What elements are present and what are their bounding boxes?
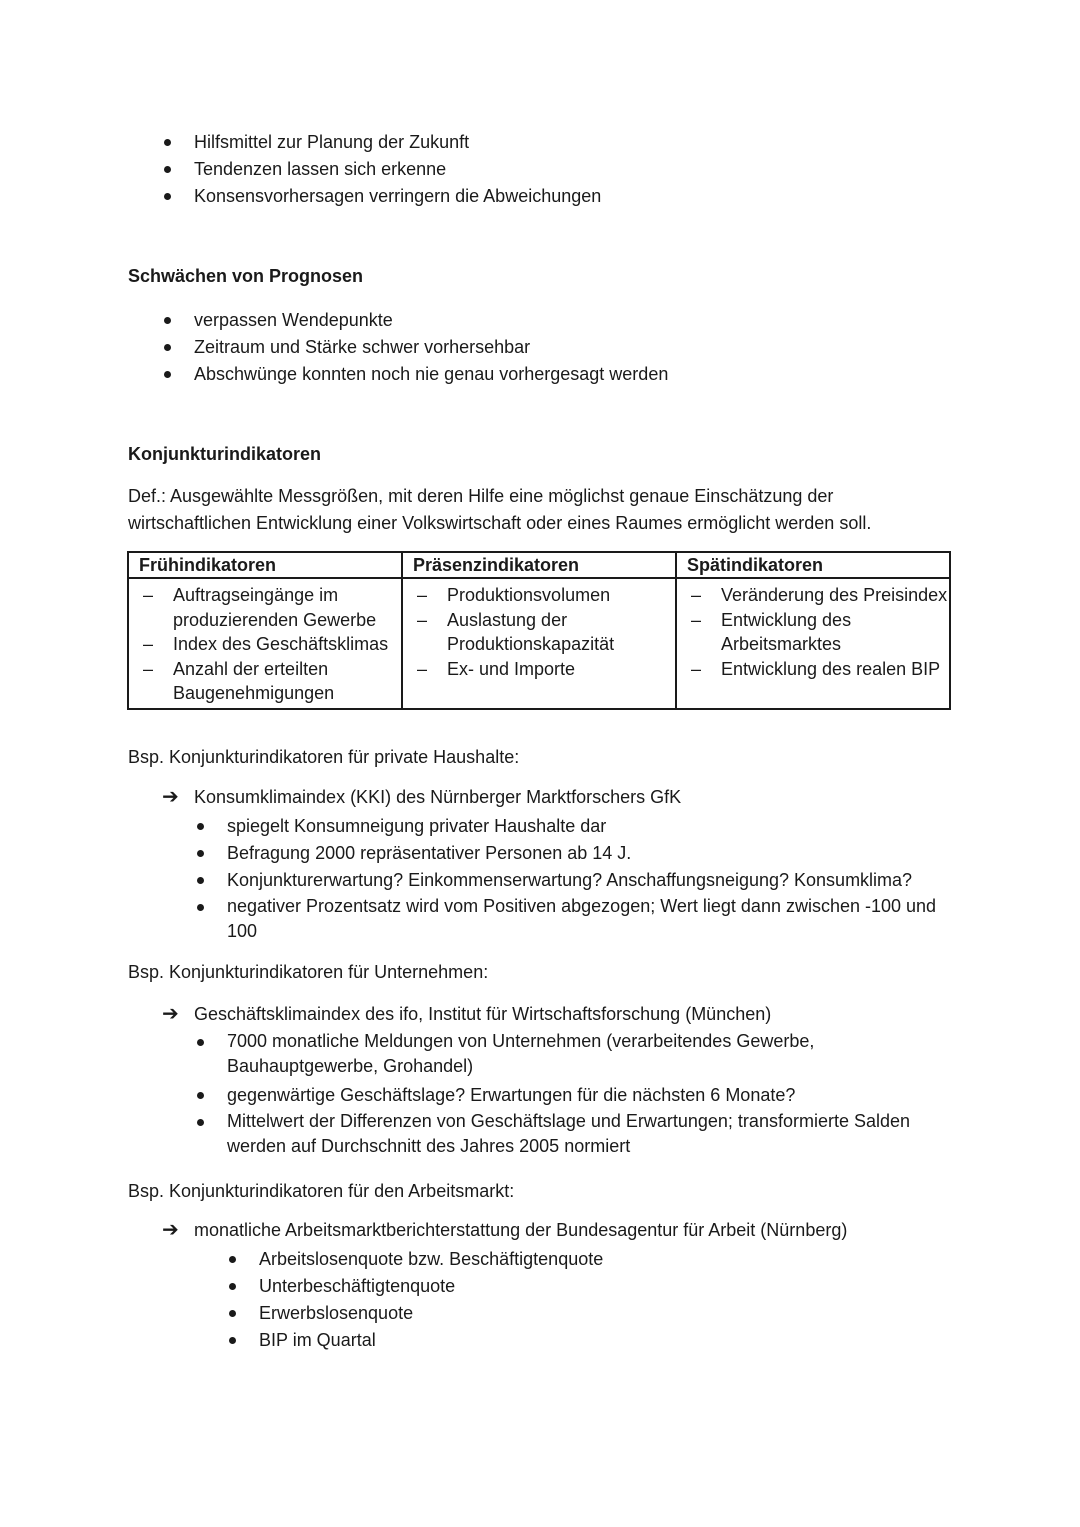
table-header-row [128,552,950,578]
header-early-indicators: Frühindikatoren [128,552,402,578]
cell-text: Produktionsvolumen [447,585,611,605]
cell-text: Veränderung des Preisindex [721,585,948,605]
list-item-text: Erwerbslosenquote [259,1303,414,1323]
list-item [227,1082,910,1109]
cell-text: Auslastung der Produktionskapazität [447,609,615,654]
bullet-icon [197,904,204,911]
arrow-line-text: Geschäftsklimaindex des ifo, Institut für Wirtschaftsforschung (München) [194,1004,772,1024]
list-item [677,657,949,682]
list-item [129,583,401,632]
households-list [227,813,936,944]
cell-text: Index des Geschäftsklimas [173,634,389,654]
dash-icon: – [690,609,701,630]
list-item-text: BIP im Quartal [259,1330,376,1350]
bullet-icon [164,193,171,200]
dash-icon: – [416,585,427,605]
dash-icon: – [142,585,153,605]
list-item-text: negativer Prozentsatz wird vom Positiven abgezogen; Wert liegt dann zwischen -100 und [227,896,937,916]
dash-icon: – [416,658,427,679]
bullet-icon [229,1310,236,1317]
bullet-icon [197,1119,204,1126]
cell-text: Entwicklung des Arbeitsmarktes [721,609,852,654]
advantages-list [194,129,601,210]
list-item [259,1300,603,1327]
arrow-line-text: monatliche Arbeitsmarktberichterstattung der Bundesagentur für Arbeit (Nürnberg) [194,1220,848,1240]
definition-line-2: wirtschaftlichen Entwicklung einer Volkswirtschaft oder eines Raumes ermöglicht werden soll. [128,513,872,533]
list-item [259,1246,603,1273]
list-item [129,632,401,657]
bullet-icon [197,1039,204,1046]
bullet-icon [164,371,171,378]
bullet-icon [229,1337,236,1344]
labour-arrow-line [162,1217,848,1244]
list-item-text: Konsensvorhersagen verringern die Abweichungen [194,186,602,206]
dash-icon: – [690,585,701,605]
bullet-icon [164,344,171,351]
bullet-icon [229,1256,236,1263]
list-item [227,894,936,944]
late-indicators-cell [676,578,950,709]
arrow-right-icon: ➔ [162,786,179,808]
list-item-continuation: Bauhauptgewerbe, Grohandel) [227,1056,474,1076]
arrow-right-icon: ➔ [162,1219,179,1241]
bullet-icon [197,823,204,830]
labour-intro: Bsp. Konjunkturindikatoren für den Arbeitsmarkt: [128,1181,515,1201]
list-item-text: Mittelwert der Differenzen von Geschäftslage und Erwartungen; transformierte Salden [227,1111,911,1131]
cell-text: Ex- und Importe [447,658,576,679]
list-item [227,1109,910,1159]
companies-intro: Bsp. Konjunkturindikatoren für Unternehmen: [128,962,489,982]
header-late-indicators: Spätindikatoren [676,552,950,578]
cell-text: Entwicklung des realen BIP [721,658,941,679]
list-item [194,129,601,156]
bullet-icon [164,139,171,146]
cell-text: Auftragseingänge im produzierenden Gewerbe [173,585,377,630]
bullet-icon [197,877,204,884]
list-item-text: 7000 monatliche Meldungen von Unternehmen (verarbeitendes Gewerbe, [227,1031,815,1051]
list-item [194,183,601,210]
list-item [194,361,668,388]
list-item [403,657,675,682]
dash-icon: – [142,634,153,654]
list-item-text: spiegelt Konsumneigung privater Haushalte dar [227,816,607,836]
households-arrow-line [162,784,682,811]
list-item [677,583,949,608]
list-item-continuation: werden auf Durchschnitt des Jahres 2005 normiert [227,1136,631,1156]
list-item [194,334,668,361]
list-item-text: Befragung 2000 repräsentativer Personen ab 14 J. [227,843,632,863]
list-item [403,583,675,608]
bullet-icon [164,166,171,173]
list-item [403,608,675,657]
dash-icon: – [690,658,701,679]
list-item [129,657,401,706]
bullet-icon [197,1092,204,1099]
header-present-indicators: Präsenzindikatoren [402,552,676,578]
list-item-text: Unterbeschäftigtenquote [259,1276,456,1296]
list-item-text: Tendenzen lassen sich erkenne [194,159,447,179]
list-item-text: gegenwärtige Geschäftslage? Erwartungen für die nächsten 6 Monate? [227,1085,796,1105]
dash-icon: – [416,609,427,630]
indicators-heading: Konjunkturindikatoren [128,444,321,464]
companies-arrow-line [162,1001,772,1028]
list-item [194,307,668,334]
labour-list [259,1246,603,1354]
list-item-text: Hilfsmittel zur Planung der Zukunft [194,132,470,152]
early-indicators-cell [128,578,402,709]
list-item [227,813,936,840]
list-item [227,867,936,894]
bullet-icon [197,850,204,857]
weaknesses-heading: Schwächen von Prognosen [128,266,364,286]
households-intro: Bsp. Konjunkturindikatoren für private Haushalte: [128,747,520,767]
arrow-right-icon: ➔ [162,1003,179,1025]
bullet-icon [164,317,171,324]
dash-icon: – [142,658,153,679]
list-item-text: Abschwünge konnten noch nie genau vorhergesagt werden [194,364,669,384]
indicators-table [127,551,951,710]
table-row [128,578,950,709]
companies-list [227,1029,910,1159]
list-item-text: Arbeitslosenquote bzw. Beschäftigtenquote [259,1249,604,1269]
cell-text: Anzahl der erteilten Baugenehmigungen [173,658,335,703]
list-item [194,156,601,183]
list-item-continuation: 100 [227,921,258,941]
list-item [227,840,936,867]
definition-line-1: Def.: Ausgewählte Messgrößen, mit deren Hilfe eine möglichst genaue Einschätzung der [128,486,834,506]
list-item-text: Zeitraum und Stärke schwer vorhersehbar [194,337,531,357]
weaknesses-list [194,307,668,388]
present-indicators-cell [402,578,676,709]
list-item [227,1029,910,1079]
list-item-text: verpassen Wendepunkte [194,310,393,330]
arrow-line-text: Konsumklimaindex (KKI) des Nürnberger Marktforschers GfK [194,787,682,807]
list-item [677,608,949,657]
list-item [259,1327,603,1354]
list-item [259,1273,603,1300]
list-item-text: Konjunkturerwartung? Einkommenserwartung? Anschaffungsneigung? Konsumklima? [227,870,913,890]
bullet-icon [229,1283,236,1290]
